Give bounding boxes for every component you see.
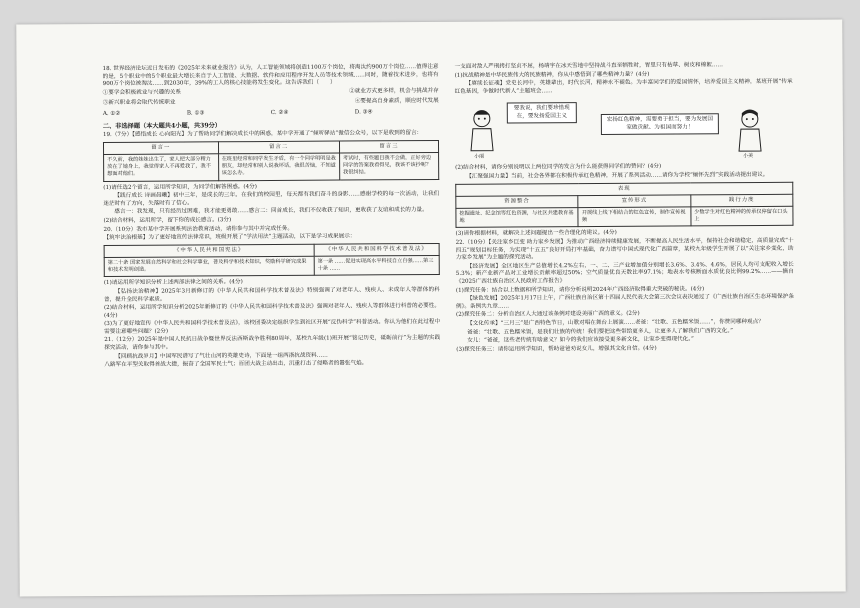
- right-column: [455, 62, 795, 355]
- q18-choice-a: A. ①②: [102, 110, 121, 117]
- exam-paper: [16, 19, 845, 596]
- q21-col-3: 践行力度: [691, 194, 793, 207]
- q20-header-1: 《中华人民共和国宪法》: [104, 244, 314, 257]
- section2-title: 二、非选择题（本大题共4小题，共39分）: [102, 121, 222, 130]
- q18-choices: [103, 109, 439, 119]
- q19-cell-3: 考试时，有些题目我不会做，正好旁边同学的答案我看得见，我该不该抄呢？我很纠结。: [339, 152, 438, 179]
- q20-header-2: 《中华人民共和国科学技术普及法》: [314, 243, 439, 256]
- q21-sub1: (1)抗战精神是中华民族伟大的民族精神，你从中感悟到了哪些精神力量？(4分): [454, 71, 650, 79]
- q18-stem: 18. 世界经济论坛近日发布的《2025年未来就业报告》认为，人工智能领域将创造1100万个岗位，将淘汰约900万个岗位……值得注意的是，5个职业中的5个职业最大增长来自于人工智能、大数据、软件和应用程序开发人员等技术领域……同时，随着技术进步，也将有900万个岗位被淘汰……到2030年，39%的工人的核心技能将发生变化。这告诉我们（ ）: [102, 63, 439, 88]
- q21-detail: 八路军在平型关取得首战大捷，振奋了全国军民士气；百团大战主动出击，沉重打击了侵略者的嚣张气焰。: [104, 360, 368, 369]
- q20-stem: 20.（10分）我市某中学开展系列法治教育活动，请你参与其中并完成任务。: [103, 225, 293, 233]
- q20-sub1: (1)请运用所学知识分析上述两部法律之间的关系。(4分): [103, 279, 243, 287]
- q22-policy: 【绿色发展】2025年1月17日上午，广西壮族自治区第十四届人民代表大会第三次会议表决通过了《广西壮族自治区生态环境保护条例》。条例共九章……: [455, 293, 794, 310]
- q19-header-2: 留言二: [218, 141, 339, 154]
- q22-data: 【经济发展】全区地区生产总值增长4.2%左右，一、二、三产业增加值分别增长3.6%、3.4%、4.6%，居民人均可支配收入增长5.3%；新产业新产品对工业增长贡献率超过50%；空气质量优良天数比率97.1%；地表水考核断面水质优良比例99.2%……——摘自《2025广西壮族自治区人民政府工作报告》: [455, 261, 794, 285]
- q19-detail: 【践行成长 诗画晨曦】初中三年，是成长的三年。在我们的校园里，每天都有我们奋斗的身影……感谢学校的每一次活动，让我们迷茫时有了方向，失落时有了信心。: [103, 191, 440, 207]
- q19-cell-2: 在班里经常和同学发生矛盾，有一个同学明明是我朋友，却经常和别人说我坏话，我很苦恼，不知道该怎么办。: [218, 153, 339, 180]
- q19-sub1: (1)请任选2个留言，运用所学知识，为同学们解答困惑。(4分): [103, 183, 257, 191]
- q22-sub3: (3)探究任务三：请你运用所学知识，帮助爸爸劝说女儿，增强其文化自信。(4分): [456, 345, 657, 353]
- q19-stem: 19.（7分）【感悟成长 心向阳光】为了帮助同学们解决成长中的困惑，某中学开通了“倾听驿站”微信公众号，以下是收到的留言：: [102, 130, 423, 139]
- q19-cell-1: 不久前，我的妹妹出生了，家人把大部分精力放在了她身上，我觉得家人不再爱我了，我不想面对他们。: [104, 154, 219, 181]
- q22-dialog-1: 爸爸：“壮歌、五色糯米饭，是我们壮族的传统！我们要把这些带给更多人，让更多人了解我们广西的文化。”: [467, 327, 733, 336]
- q21-table-title: 表现: [456, 182, 793, 196]
- q18-option-2: ②就业方式更多样，机会与挑战并存: [349, 87, 439, 95]
- q22-culture: 【文化传承】“三月三”是广西特色节日，山歌对唱在舞台上展演……老爸：“壮歌、五色糯米饭……”，你赞同哪种观点？: [467, 318, 764, 327]
- q22-sub1: (1)探究任务：结合以上数据和所学知识，请你分析说明2024年广西经济取得重大突破的秘诀。(4分): [455, 285, 705, 294]
- q21-cell-3: 少数学生对红色精神的传承仅停留在口头上: [691, 206, 793, 226]
- q21-practice: 【汇聚强国力量】当前，社会各界都在积极传承红色精神，开展了系列活动……请你为学校“缅怀先烈”实践活动提出建议。: [466, 171, 769, 180]
- q18-choice-b: B. ①③: [186, 110, 205, 117]
- q21-cell-1: 挖掘遗址、纪念馆等红色资源，与社区共建教育基地: [456, 208, 578, 228]
- q21-subtitle: 【回顾抗战岁月】中国军民谱写了气壮山河的英雄史诗，下面是一组两浙抗战资料……: [115, 352, 328, 360]
- q20-table: [104, 243, 440, 278]
- q21-col-2: 宣传形式: [578, 195, 690, 208]
- q19-header-3: 留言三: [339, 140, 438, 153]
- q18-choice-d: D. ③④: [354, 109, 373, 116]
- q21-table: [455, 181, 793, 228]
- q21-bracket: 【赓续长征魂】党史长河中，英雄辈出，时代长河，精神永不褪色。为丰富同学们的爱国情怀，培养爱国主义精神，某班开展“传承红色基因，争做时代新人”主题班会……: [454, 78, 793, 95]
- q18-option-1: ①要学会积极就业与兴趣的关系: [102, 89, 182, 96]
- q20-bracket: 【弘扬法治精神】2025年3月新修订的《中华人民共和国科学技术普及法》特别强调了对老年人、残疾人、未成年人等群体的科普，提升全民科学素质。: [103, 286, 440, 303]
- q22-sub2: (2)探究任务二：分析自治区人大通过该条例对建设美丽广西的意义。(2分): [456, 311, 640, 319]
- speech-bubble-2: 宏扬红色精神，需要勇于担当，要为发展国家做贡献、为祖国而努力！: [601, 114, 719, 135]
- left-column: [103, 64, 441, 371]
- q18-option-3: ③新兴职业将会取代传统职业: [102, 99, 176, 107]
- student-figure-left: [469, 109, 495, 153]
- q21-cell-2: 开展线上线下相结合的红色宣传，制作宣传视频: [578, 207, 690, 227]
- name-xiaomei: 小美: [743, 153, 754, 160]
- q20-cell-1: 第二十条 国家发展自然科学和社会科学事业，普及科学和技术知识，奖励科学研究成果和技术发明创造。: [104, 256, 314, 277]
- q19-header-1: 留言一: [103, 142, 218, 155]
- q20-sub3: (3)为了更好地宣传《中华人民共和国科学技术普及法》，该校团委决定组织学生到社区开展“反伪科学”科普活动。你认为他们在此过程中需要注意哪些问题？(2分): [104, 319, 441, 335]
- q21-sub2: (2)结合材料，请你分别说明以上两位同学的发言为什么能获得同学们的赞同？(4分): [455, 163, 662, 172]
- q22-dialog-2: 女儿：“爸爸，这些老传统有啥意义？如今的我们应该接受更多新文化，让家乡变得现代化。”: [467, 336, 694, 344]
- q21-sub3: (3)请你根据材料，就解决上述问题提出一些合理化的建议。(4分): [455, 230, 617, 238]
- q18-choice-c: C. ②④: [270, 109, 289, 116]
- q18-option-4: ④要提高自身素质，顺应时代发展: [354, 98, 439, 105]
- name-xiaoli: 小丽: [474, 154, 485, 161]
- student-figure-right: [737, 109, 763, 153]
- right-intro: 一支面对敌人严刑拷打坚贞不屈，杨靖宇在冰天雪地中坚持战斗直至牺牲时，胃里只有枯草、树皮和棉絮……: [454, 62, 724, 70]
- q19-sub2: (2)结合材料，运用所学，留下你的成长感言。(3分): [103, 217, 232, 224]
- cartoon-illustration: [455, 97, 793, 161]
- q19-table: [103, 140, 439, 182]
- q20-cell-2: 第一条 ……促进实现高水平科技自立自强……第三十条 ……: [314, 255, 439, 275]
- q20-sub2: (2)结合材料，运用所学知识分析2025年新修订的《中华人民共和国科学技术普及法》强调对老年人、残疾人等群体进行科普的必要性。(4分): [103, 303, 441, 319]
- q22-stem: 22.（10分）【关注家乡巨变 助力家乡发展】为推动广西经济持续健康发展，不断提高人民生活水平，保持社会和谐稳定，高质量完成“十四五”规划目标任务，为实现“十五五”良好开局打牢基础，奋力谱写中国式现代化广西篇章，某校九年级学生开展了以“关注家乡变化，助力家乡发展”为主题的探究活动。: [455, 237, 794, 262]
- q18-options-row2: [103, 98, 439, 108]
- q20-subtitle: 【筑牢法治根基】为了更好地宣传法律常识，班级开展了“学法用法”主题活动，以下是学习成果展示：: [103, 233, 356, 242]
- speech-bubble-1: 要我说，我们要珍惜现在，要发扬爱国主义: [507, 102, 577, 123]
- q21-stem: 21.（12分）2025年是中国人民抗日战争暨世界反法西斯战争胜利80周年，某校九年级(1)班开展“铭记历史，砥砺前行”为主题的实践探究活动，请你参与其中。: [104, 335, 441, 352]
- q19-thanks: 感言一：我发现，只有经历过困难，我才能更勇敢……感言二：回首成长，我们不仅收获了知识，更收获了友谊和成长的力量。: [114, 207, 428, 216]
- q18-options: [103, 88, 439, 98]
- q21-col-1: 资源整合: [456, 195, 578, 208]
